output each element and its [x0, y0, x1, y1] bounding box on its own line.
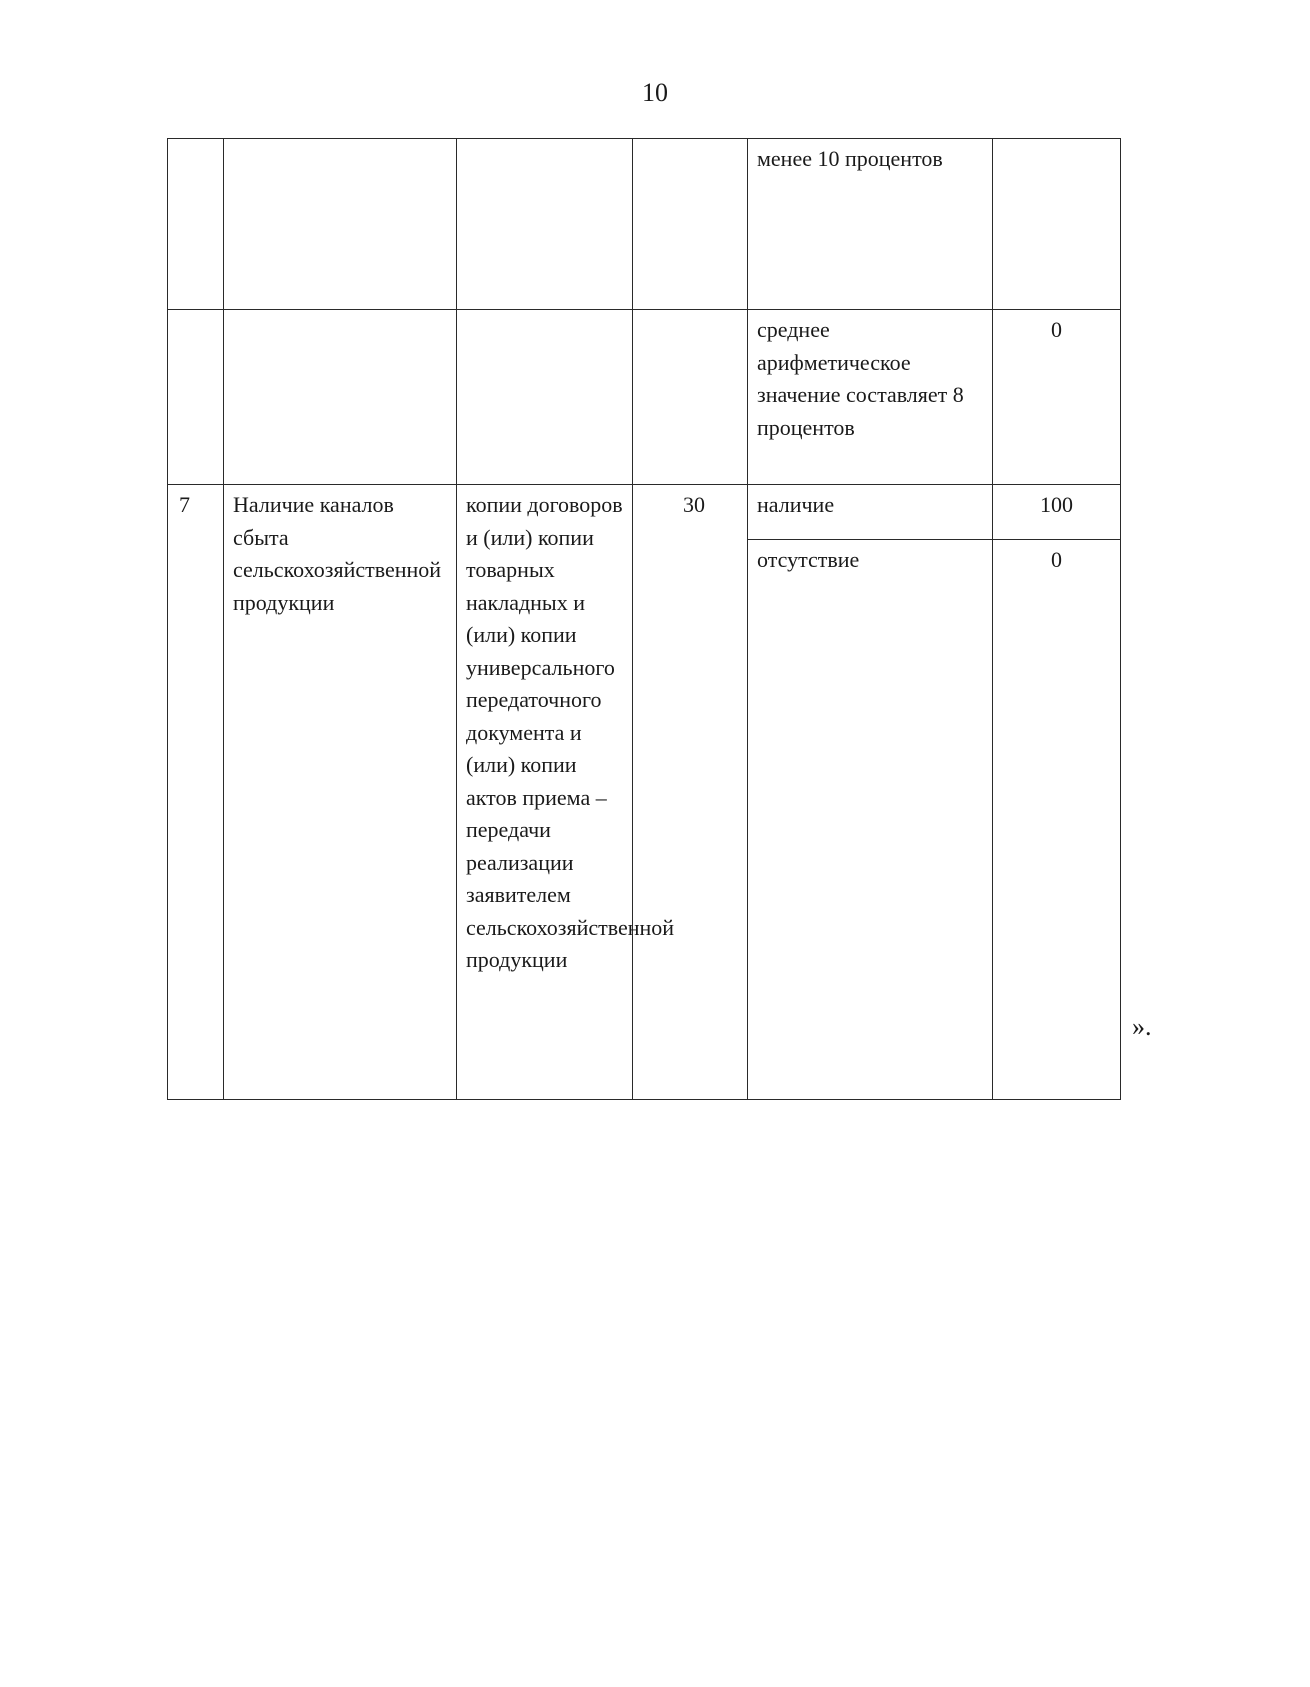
option-points-cell: 100 — [993, 485, 1121, 540]
criterion-cell — [224, 139, 457, 310]
table-row — [168, 485, 1121, 540]
option-label-cell: отсутствие — [748, 540, 993, 1100]
option-label-cell: наличие — [748, 485, 993, 540]
documents-cell: копии договоров и (или) копии товарных накладных и (или) копии универсального передаточного документа и (или) копии актов приема –передачи реализации заявителем сельскохозяйственной продукции — [457, 485, 633, 1100]
points-cell: 0 — [993, 310, 1121, 485]
option-points-cell: 0 — [993, 540, 1121, 1100]
criterion-cell: Наличие каналов сбыта сельскохозяйственной продукции — [224, 485, 457, 1100]
weight-cell: 30 — [633, 485, 748, 1100]
criteria-table — [167, 138, 1121, 1100]
result-cell: менее 10 процентов — [748, 139, 993, 310]
result-cell: среднее арифметическое значение составляет 8 процентов — [748, 310, 993, 485]
table-row — [168, 139, 1121, 310]
page-number: 10 — [642, 78, 668, 107]
documents-cell — [457, 139, 633, 310]
index-cell — [168, 310, 224, 485]
documents-cell — [457, 310, 633, 485]
criterion-cell — [224, 310, 457, 485]
weight-cell — [633, 310, 748, 485]
closing-quote: ». — [1132, 1012, 1152, 1041]
index-cell: 7 — [168, 485, 224, 1100]
points-cell — [993, 139, 1121, 310]
index-cell — [168, 139, 224, 310]
weight-cell — [633, 139, 748, 310]
table-row — [168, 310, 1121, 485]
